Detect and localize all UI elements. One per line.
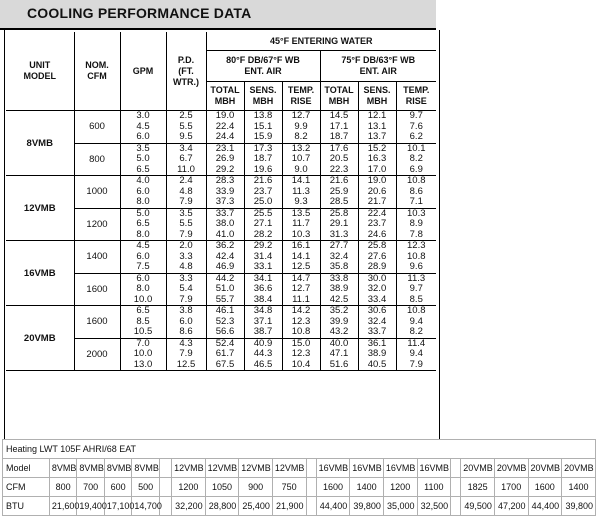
table-row [6,176,436,209]
value-cell-s2: 15.2 16.3 17.0 [358,143,396,176]
header-entering-water: 45°F ENTERING WATER [206,32,436,51]
value-cell-t1: 19.0 22.4 24.4 [206,111,244,144]
value-cell-s1: 34.8 37.1 38.7 [244,306,282,339]
value-cell-r2: 12.3 10.8 9.6 [396,241,436,274]
nom-cfm-cell: 2000 [74,338,120,371]
value-cell-pd: 3.4 6.7 11.0 [166,143,206,176]
heating-caption: Heating LWT 105F AHRI/68 EAT [3,440,596,459]
model-cell: 12VMB [6,176,74,241]
heating-btu-row [3,497,596,516]
value-cell-pd: 3.8 6.0 8.6 [166,306,206,339]
heating-value-cell: 1100 [417,478,451,497]
heating-value-cell: 12VMB [172,459,206,478]
header-temp-rise-1: TEMP. RISE [282,82,320,111]
nom-cfm-cell: 1600 [74,306,120,339]
value-cell-t1: 33.7 38.0 41.0 [206,208,244,241]
value-cell-r1: 13.2 10.7 9.0 [282,143,320,176]
value-cell-pd: 2.0 3.3 4.8 [166,241,206,274]
spacer-cell [451,478,461,497]
value-cell-pd: 3.3 5.4 7.9 [166,273,206,306]
value-cell-t2: 35.2 39.9 43.2 [320,306,358,339]
value-cell-t1: 46.1 52.3 56.6 [206,306,244,339]
value-cell-pd: 3.5 5.5 7.9 [166,208,206,241]
header-pressure-drop: P.D. (FT. WTR.) [166,32,206,111]
nom-cfm-cell: 600 [74,111,120,144]
spacer-cell [159,459,171,478]
page-title: COOLING PERFORMANCE DATA [27,5,252,21]
value-cell-s2: 36.1 38.9 40.5 [358,338,396,371]
value-cell-t2: 14.5 17.1 18.7 [320,111,358,144]
heating-value-cell: 8VMB [49,459,77,478]
heating-value-cell: 19,400 [77,497,105,516]
heating-value-cell: 1600 [316,478,350,497]
value-cell-gpm: 5.0 6.5 8.0 [120,208,166,241]
heating-value-cell: 750 [272,478,306,497]
heating-value-cell: 900 [239,478,273,497]
value-cell-r1: 13.5 11.7 10.3 [282,208,320,241]
heating-value-cell: 25,400 [239,497,273,516]
value-cell-r2: 10.1 8.2 6.9 [396,143,436,176]
heating-value-cell: 35,000 [383,497,417,516]
value-cell-r1: 12.7 9.9 8.2 [282,111,320,144]
heating-value-cell: 39,800 [562,497,596,516]
header-sens-mbh-1: SENS. MBH [244,82,282,111]
value-cell-pd: 4.3 7.9 12.5 [166,338,206,371]
heating-value-cell: 44,400 [316,497,350,516]
heating-value-cell: 12VMB [239,459,273,478]
value-cell-gpm: 6.0 8.0 10.0 [120,273,166,306]
nom-cfm-cell: 800 [74,143,120,176]
spacer-cell [306,478,316,497]
value-cell-t2: 40.0 47.1 51.6 [320,338,358,371]
heating-value-cell: 14,700 [132,497,160,516]
model-cell: 20VMB [6,306,74,371]
value-cell-gpm: 4.0 6.0 8.0 [120,176,166,209]
value-cell-t1: 52.4 61.7 67.5 [206,338,244,371]
heating-value-cell: 800 [49,478,77,497]
model-cell: 16VMB [6,241,74,306]
value-cell-r1: 14.1 11.3 9.3 [282,176,320,209]
heating-value-cell: 1600 [528,478,562,497]
heating-value-cell: 12VMB [272,459,306,478]
heating-value-cell: 1050 [205,478,239,497]
value-cell-r1: 16.1 14.1 12.5 [282,241,320,274]
heating-value-cell: 16VMB [316,459,350,478]
value-cell-s1: 13.8 15.1 15.9 [244,111,282,144]
value-cell-s2: 19.0 20.6 21.7 [358,176,396,209]
heating-value-cell: 39,800 [350,497,384,516]
heating-value-cell: 21,600 [49,497,77,516]
header-nom-cfm: NOM. CFM [74,32,120,111]
heating-value-cell: 20VMB [494,459,528,478]
spacer-cell [451,497,461,516]
heating-value-cell: 16VMB [350,459,384,478]
heating-value-cell: 8VMB [132,459,160,478]
heating-cfm-row [3,478,596,497]
value-cell-s1: 17.3 18.7 19.6 [244,143,282,176]
heating-value-cell: 44,400 [528,497,562,516]
heating-value-cell: 1200 [172,478,206,497]
heating-value-cell: 20VMB [528,459,562,478]
table-row [6,111,436,144]
spacer-cell [306,459,316,478]
nom-cfm-cell: 1000 [74,176,120,209]
value-cell-s2: 22.4 23.7 24.6 [358,208,396,241]
header-condition-80db: 80°F DB/67°F WB ENT. AIR [206,51,320,82]
value-cell-s2: 30.0 32.0 33.4 [358,273,396,306]
nom-cfm-cell: 1400 [74,241,120,274]
value-cell-t1: 44.2 51.0 55.7 [206,273,244,306]
spacer-cell [451,459,461,478]
value-cell-gpm: 6.5 8.5 10.5 [120,306,166,339]
heating-value-cell: 1400 [350,478,384,497]
heating-value-cell: 8VMB [104,459,132,478]
value-cell-t2: 25.8 29.1 31.3 [320,208,358,241]
heating-value-cell: 47,200 [494,497,528,516]
value-cell-r2: 11.4 9.4 7.9 [396,338,436,371]
value-cell-r2: 10.8 9.4 8.2 [396,306,436,339]
header-gpm: GPM [120,32,166,111]
value-cell-t2: 17.6 20.5 22.3 [320,143,358,176]
value-cell-gpm: 3.5 5.0 6.5 [120,143,166,176]
heating-value-cell: 700 [77,478,105,497]
heating-table [2,439,596,516]
value-cell-s1: 29.2 31.4 33.1 [244,241,282,274]
header-total-mbh-1: TOTAL MBH [206,82,244,111]
heating-value-cell: 32,500 [417,497,451,516]
heating-row-label: Model [3,459,50,478]
title-bar [0,0,436,30]
heating-value-cell: 1400 [562,478,596,497]
value-cell-r1: 14.7 12.7 11.1 [282,273,320,306]
value-cell-gpm: 3.0 4.5 6.0 [120,111,166,144]
heating-value-cell: 16VMB [417,459,451,478]
spacer-cell [159,478,171,497]
heating-value-cell: 20VMB [461,459,495,478]
table-row [6,306,436,339]
heating-value-cell: 1825 [461,478,495,497]
nom-cfm-cell: 1600 [74,273,120,306]
value-cell-s1: 40.9 44.3 46.5 [244,338,282,371]
heating-value-cell: 8VMB [77,459,105,478]
value-cell-t2: 27.7 32.4 35.8 [320,241,358,274]
value-cell-t2: 33.8 38.9 42.5 [320,273,358,306]
header-condition-75db: 75°F DB/63°F WB ENT. AIR [320,51,436,82]
value-cell-s2: 30.6 32.4 33.7 [358,306,396,339]
value-cell-s2: 25.8 27.6 28.9 [358,241,396,274]
value-cell-gpm: 4.5 6.0 7.5 [120,241,166,274]
nom-cfm-cell: 1200 [74,208,120,241]
model-cell: 8VMB [6,111,74,176]
header-sens-mbh-2: SENS. MBH [358,82,396,111]
value-cell-r1: 14.2 12.3 10.8 [282,306,320,339]
value-cell-s1: 21.6 23.7 25.0 [244,176,282,209]
value-cell-r2: 10.3 8.9 7.8 [396,208,436,241]
heating-value-cell: 12VMB [205,459,239,478]
heating-value-cell: 17,100 [104,497,132,516]
value-cell-r2: 10.8 8.6 7.1 [396,176,436,209]
value-cell-t1: 36.2 42.4 46.9 [206,241,244,274]
heating-row-label: BTU [3,497,50,516]
heating-row-label: CFM [3,478,50,497]
header-temp-rise-2: TEMP. RISE [396,82,436,111]
value-cell-pd: 2.5 5.5 9.5 [166,111,206,144]
value-cell-pd: 2.4 4.8 7.9 [166,176,206,209]
heating-model-row [3,459,596,478]
value-cell-t1: 28.3 33.9 37.3 [206,176,244,209]
cooling-performance-table [6,32,436,371]
value-cell-s1: 34.1 36.6 38.4 [244,273,282,306]
heating-value-cell: 28,800 [205,497,239,516]
value-cell-t1: 23.1 26.9 29.2 [206,143,244,176]
heating-value-cell: 600 [104,478,132,497]
heating-value-cell: 1700 [494,478,528,497]
heating-value-cell: 49,500 [461,497,495,516]
heating-value-cell: 32,200 [172,497,206,516]
value-cell-r2: 11.3 9.7 8.5 [396,273,436,306]
heating-value-cell: 16VMB [383,459,417,478]
value-cell-r2: 9.7 7.6 6.2 [396,111,436,144]
heating-value-cell: 1200 [383,478,417,497]
table-row [6,241,436,274]
value-cell-r1: 15.0 12.3 10.4 [282,338,320,371]
header-unit-model: UNIT MODEL [6,32,74,111]
heating-value-cell: 21,900 [272,497,306,516]
value-cell-t2: 21.6 25.9 28.5 [320,176,358,209]
value-cell-gpm: 7.0 10.0 13.0 [120,338,166,371]
header-total-mbh-2: TOTAL MBH [320,82,358,111]
heating-value-cell: 500 [132,478,160,497]
value-cell-s1: 25.5 27.1 28.2 [244,208,282,241]
value-cell-s2: 12.1 13.1 13.7 [358,111,396,144]
heating-value-cell: 20VMB [562,459,596,478]
spacer-cell [306,497,316,516]
